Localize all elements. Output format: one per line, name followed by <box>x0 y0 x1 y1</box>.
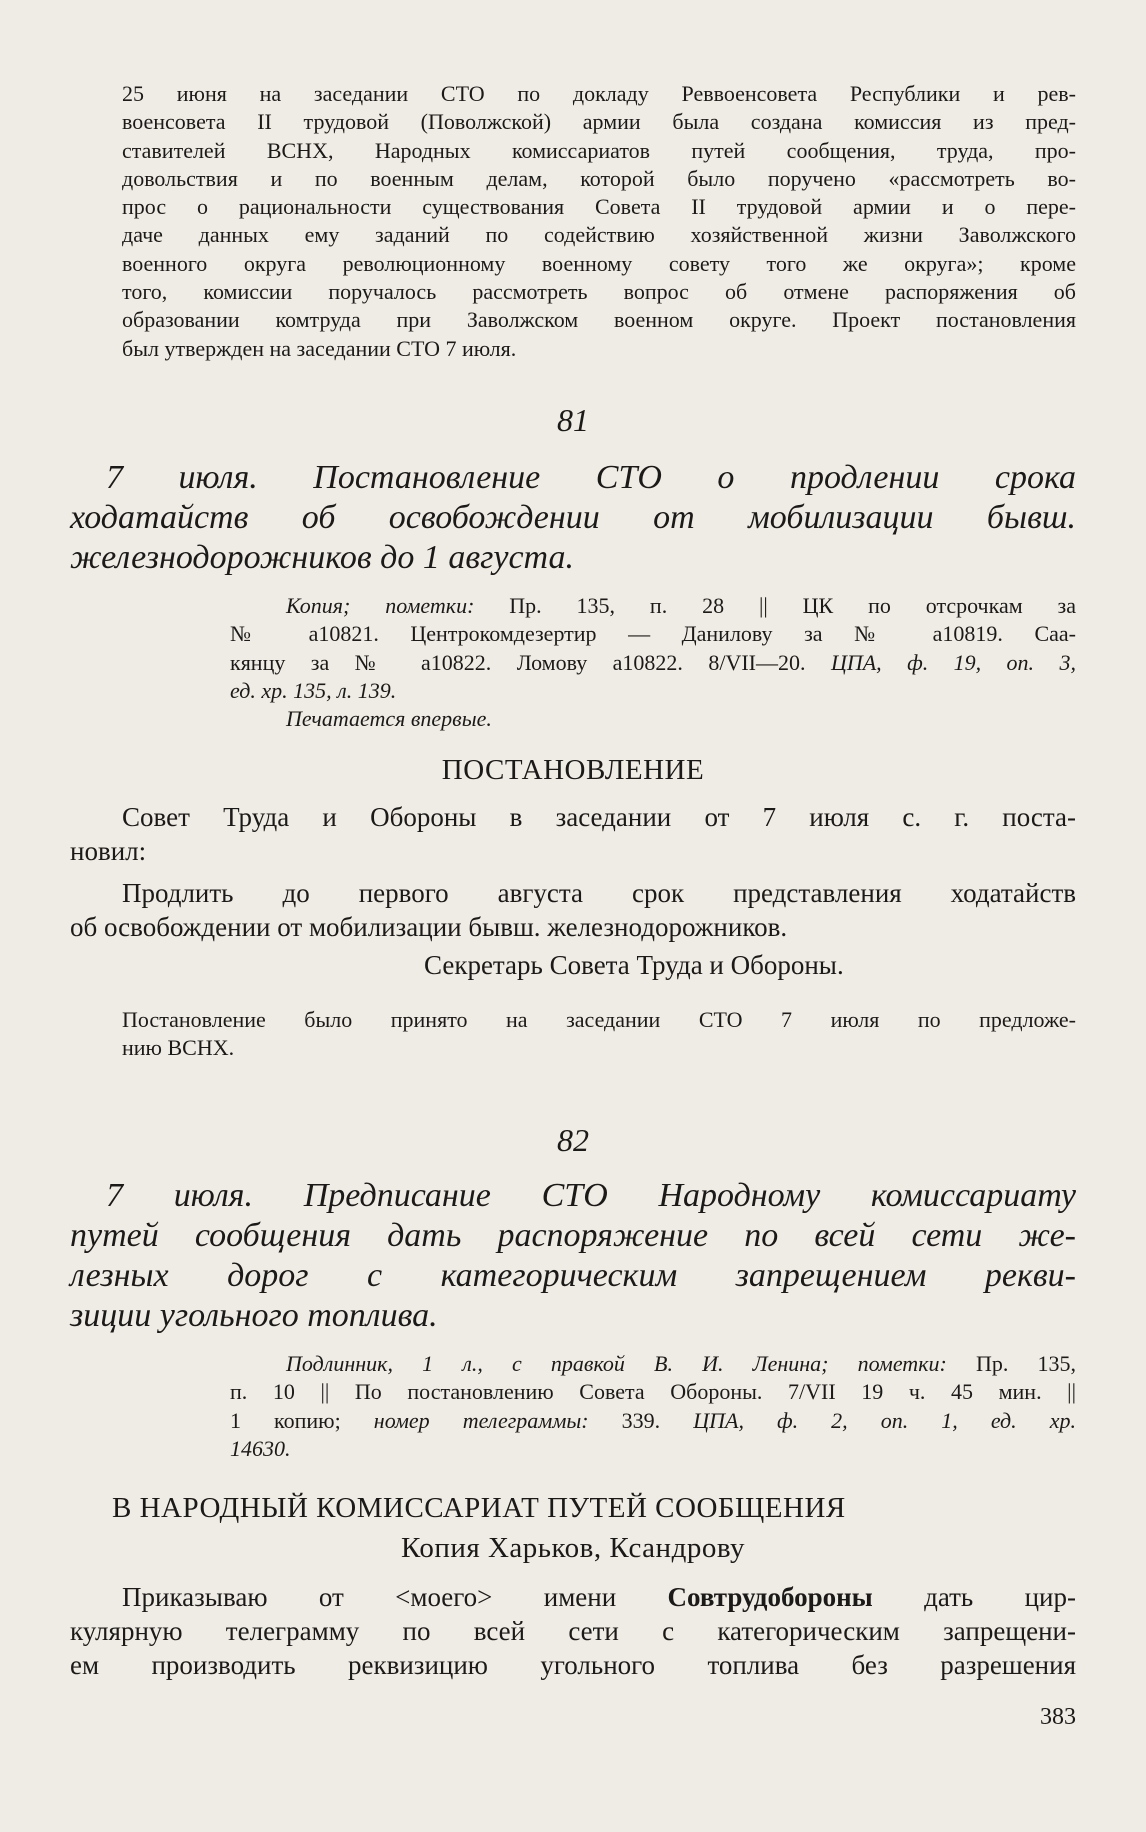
body-text: дать цир- <box>872 1582 1076 1612</box>
intro-line: прос о рациональности существования Совета II трудовой армии и о пере- <box>122 194 1076 220</box>
archival-line: ед. хр. 135, л. 139. <box>230 677 397 703</box>
document-number: 82 <box>557 1122 589 1158</box>
document-heading <box>70 458 1076 578</box>
editorial-note <box>122 1006 1076 1063</box>
body-text: Приказываю от <моего> имени <box>122 1582 668 1612</box>
note-line: нию ВСНХ. <box>122 1035 235 1061</box>
heading-line: 7 июля. Постановление СТО о продлении срока <box>106 459 1076 496</box>
intro-paragraph <box>122 80 1076 363</box>
intro-line: был утвержден на заседании СТО 7 июля. <box>122 335 517 361</box>
body-line: ем производить реквизицию угольного топлива без разрешения <box>70 1650 1076 1680</box>
printed-first-note: Печатается впервые. <box>286 706 492 732</box>
signature: Секретарь Совета Труда и Обороны. <box>424 950 844 980</box>
intro-line: образовании комтруда при Заволжском военном округе. Проект постановления <box>122 307 1076 333</box>
heading-line: 7 июля. Предписание СТО Народному комиссариату <box>106 1177 1076 1214</box>
resolution-title: ПОСТАНОВЛЕНИЕ <box>441 754 705 786</box>
archival-note <box>230 1350 1076 1463</box>
archival-label: номер телеграммы: <box>373 1407 589 1433</box>
body-line: Совет Труда и Обороны в заседании от 7 июля с. г. поста- <box>122 802 1076 832</box>
archival-line: 14630. <box>230 1435 291 1461</box>
intro-line: довольствия и по военным делам, которой было поручено «рассмотреть во- <box>122 165 1076 191</box>
archival-text: 339. <box>588 1407 694 1433</box>
intro-line: даче данных ему заданий по содействию хозяйственной жизни Заволжского <box>122 222 1076 248</box>
body-line: об освобождении от мобилизации бывш. железнодорожников. <box>70 912 788 942</box>
body-emphasis: Совтрудобороны <box>667 1582 873 1612</box>
body-line: новил: <box>70 836 147 866</box>
archival-text: Пр. 135, п. 28 || ЦК по отсрочкам за <box>474 593 1076 618</box>
heading-line: железнодорожников до 1 августа. <box>70 539 575 576</box>
document-heading <box>70 1176 1076 1336</box>
body-line: кулярную телеграмму по всей сети с категорическим запрещени- <box>70 1616 1076 1646</box>
heading-line: ходатайств об освобождении от мобилизации бывш. <box>70 499 1076 536</box>
archival-line <box>230 1407 1076 1435</box>
heading-line: лезных дорог с категорическим запрещением рекви- <box>70 1257 1076 1294</box>
archival-line <box>230 592 1076 620</box>
intro-line: военсовета II трудовой (Поволжской) армии была создана комиссия из пред- <box>122 109 1076 135</box>
archival-text: кянцу за № а10822. Ломову а10822. 8/VII—20. <box>230 649 831 675</box>
intro-line: 25 июня на заседании СТО по докладу Реввоенсовета Республики и рев- <box>122 81 1076 106</box>
copy-recipient: Копия Харьков, Ксандрову <box>400 1532 746 1564</box>
archival-line: п. 10 || По постановлению Совета Обороны. 7/VII 19 ч. 45 мин. || <box>230 1379 1076 1405</box>
intro-line: ставителей ВСНХ, Народных комиссариатов путей сообщения, труда, про- <box>122 137 1076 163</box>
document-number: 81 <box>557 402 589 438</box>
archival-reference: ЦПА, ф. 2, оп. 1, ед. хр. <box>693 1407 1077 1433</box>
intro-line: военного округа революционному военному совету того же округа»; кроме <box>122 250 1076 276</box>
archival-line <box>230 1350 1076 1378</box>
archival-note <box>230 592 1076 733</box>
telegram-body <box>70 1580 1076 1682</box>
resolution-body <box>70 800 1076 944</box>
intro-line: того, комиссии поручалось рассмотреть вопрос об отмене распоряжения об <box>122 279 1076 305</box>
body-line: Продлить до первого августа срок представления ходатайств <box>122 878 1076 908</box>
heading-line: путей сообщения дать распоряжение по всей сети же- <box>70 1217 1076 1254</box>
archival-label: Подлинник, 1 л., с правкой В. И. Ленина; пометки: <box>286 1351 947 1376</box>
archival-label: Копия; пометки: <box>286 593 475 618</box>
heading-line: зиции угольного топлива. <box>70 1297 438 1334</box>
archival-text: Пр. 135, <box>946 1351 1076 1376</box>
archival-reference: ЦПА, ф. 19, оп. 3, <box>830 649 1076 675</box>
archival-text: 1 копию; <box>230 1407 374 1433</box>
addressee: В НАРОДНЫЙ КОМИССАРИАТ ПУТЕЙ СООБЩЕНИЯ <box>112 1492 846 1524</box>
body-line <box>70 1580 1076 1614</box>
archival-line: № а10821. Центрокомдезертир — Данилову за № а10819. Саа- <box>230 621 1076 647</box>
archival-line <box>230 649 1076 677</box>
note-line: Постановление было принято на заседании СТО 7 июля по предложе- <box>122 1007 1076 1032</box>
page-number: 383 <box>1040 1704 1076 1730</box>
